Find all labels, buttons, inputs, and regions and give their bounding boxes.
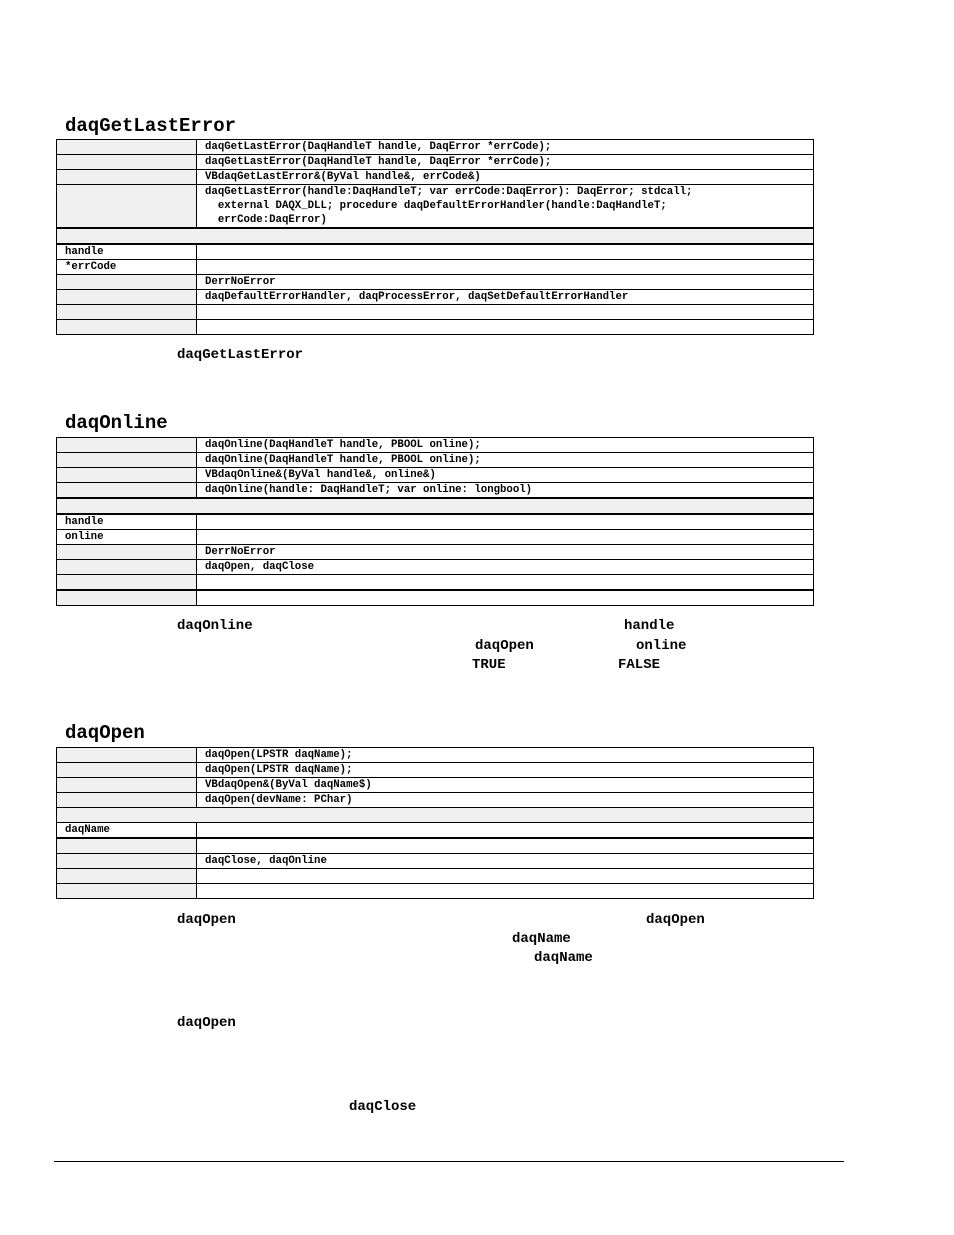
label-cell bbox=[57, 483, 197, 499]
prototype-cpp: daqOnline(DaqHandleT handle, PBOOL online); bbox=[197, 453, 814, 468]
param-desc bbox=[197, 244, 814, 260]
daqopen-table bbox=[56, 747, 814, 899]
label-cell bbox=[57, 590, 197, 606]
label-cell bbox=[57, 854, 197, 869]
empty-cell bbox=[197, 884, 814, 899]
label-cell bbox=[57, 438, 197, 453]
prototype-delphi: daqOnline(handle: DaqHandleT; var online: longbool) bbox=[197, 483, 814, 499]
param-desc bbox=[197, 530, 814, 545]
prototype-vb: VBdaqGetLastError&(ByVal handle&, errCode&) bbox=[197, 170, 814, 185]
empty-cell bbox=[197, 590, 814, 606]
label-cell bbox=[57, 748, 197, 763]
note-function-name: daqOpen bbox=[177, 912, 236, 928]
label-cell bbox=[57, 185, 197, 229]
prototype-delphi: daqOpen(devName: PChar) bbox=[197, 793, 814, 808]
empty-cell bbox=[197, 838, 814, 854]
see-also-value: daqOpen, daqClose bbox=[197, 560, 814, 575]
label-cell bbox=[57, 793, 197, 808]
note-daqclose: daqClose bbox=[349, 1099, 417, 1115]
parameters-header bbox=[57, 228, 814, 244]
note-daqname: daqName bbox=[534, 950, 593, 966]
param-name: daqName bbox=[57, 823, 197, 839]
prototype-c: daqOnline(DaqHandleT handle, PBOOL online); bbox=[197, 438, 814, 453]
label-cell bbox=[57, 170, 197, 185]
note-function-name: daqGetLastError bbox=[177, 347, 304, 363]
label-cell bbox=[57, 453, 197, 468]
label-cell bbox=[57, 545, 197, 560]
param-name: online bbox=[57, 530, 197, 545]
label-cell bbox=[57, 763, 197, 778]
label-cell bbox=[57, 290, 197, 305]
parameters-header bbox=[57, 808, 814, 823]
label-cell bbox=[57, 155, 197, 170]
prototype-c: daqGetLastError(DaqHandleT handle, DaqError *errCode); bbox=[197, 140, 814, 155]
note-true: TRUE bbox=[472, 657, 506, 673]
note-handle: handle bbox=[624, 618, 675, 634]
prototype-vb: VBdaqOpen&(ByVal daqName$) bbox=[197, 778, 814, 793]
prototype-c: daqOpen(LPSTR daqName); bbox=[197, 748, 814, 763]
note-daqopen: daqOpen bbox=[177, 1015, 236, 1031]
prototype-cpp: daqGetLastError(DaqHandleT handle, DaqError *errCode); bbox=[197, 155, 814, 170]
section-title-daqopen: daqOpen bbox=[65, 722, 145, 744]
label-cell bbox=[57, 560, 197, 575]
parameters-header bbox=[57, 498, 814, 514]
note-online: online bbox=[636, 638, 687, 654]
label-cell bbox=[57, 884, 197, 899]
empty-cell bbox=[197, 305, 814, 320]
label-cell bbox=[57, 305, 197, 320]
see-also-value: daqDefaultErrorHandler, daqProcessError, daqSetDefaultErrorHandler bbox=[197, 290, 814, 305]
empty-cell bbox=[197, 575, 814, 591]
footer-rule bbox=[54, 1161, 844, 1162]
returns-value: DerrNoError bbox=[197, 545, 814, 560]
param-desc bbox=[197, 514, 814, 530]
label-cell bbox=[57, 838, 197, 854]
param-name: handle bbox=[57, 244, 197, 260]
see-also-value: daqClose, daqOnline bbox=[197, 854, 814, 869]
label-cell bbox=[57, 869, 197, 884]
note-function-name: daqOnline bbox=[177, 618, 253, 634]
note-false: FALSE bbox=[618, 657, 661, 673]
section-title-daqgetlasterror: daqGetLastError bbox=[65, 115, 237, 137]
prototype-cpp: daqOpen(LPSTR daqName); bbox=[197, 763, 814, 778]
label-cell bbox=[57, 575, 197, 591]
daqgetlasterror-table bbox=[56, 139, 814, 335]
note-daqopen: daqOpen bbox=[646, 912, 705, 928]
empty-cell bbox=[197, 869, 814, 884]
daqonline-table bbox=[56, 437, 814, 606]
param-name: *errCode bbox=[57, 260, 197, 275]
note-daqname: daqName bbox=[512, 931, 571, 947]
param-desc bbox=[197, 823, 814, 839]
label-cell bbox=[57, 275, 197, 290]
prototype-vb: VBdaqOnline&(ByVal handle&, online&) bbox=[197, 468, 814, 483]
param-name: handle bbox=[57, 514, 197, 530]
returns-value: DerrNoError bbox=[197, 275, 814, 290]
label-cell bbox=[57, 468, 197, 483]
section-title-daqonline: daqOnline bbox=[65, 412, 168, 434]
label-cell bbox=[57, 778, 197, 793]
label-cell bbox=[57, 140, 197, 155]
param-desc bbox=[197, 260, 814, 275]
note-daqopen: daqOpen bbox=[475, 638, 534, 654]
prototype-delphi: daqGetLastError(handle:DaqHandleT; var errCode:DaqError): DaqError; stdcall; external DAQX_DLL; procedure daqDefaultErrorHandler(handle:DaqHandleT; errCode:DaqError) bbox=[197, 185, 814, 229]
label-cell bbox=[57, 320, 197, 335]
empty-cell bbox=[197, 320, 814, 335]
